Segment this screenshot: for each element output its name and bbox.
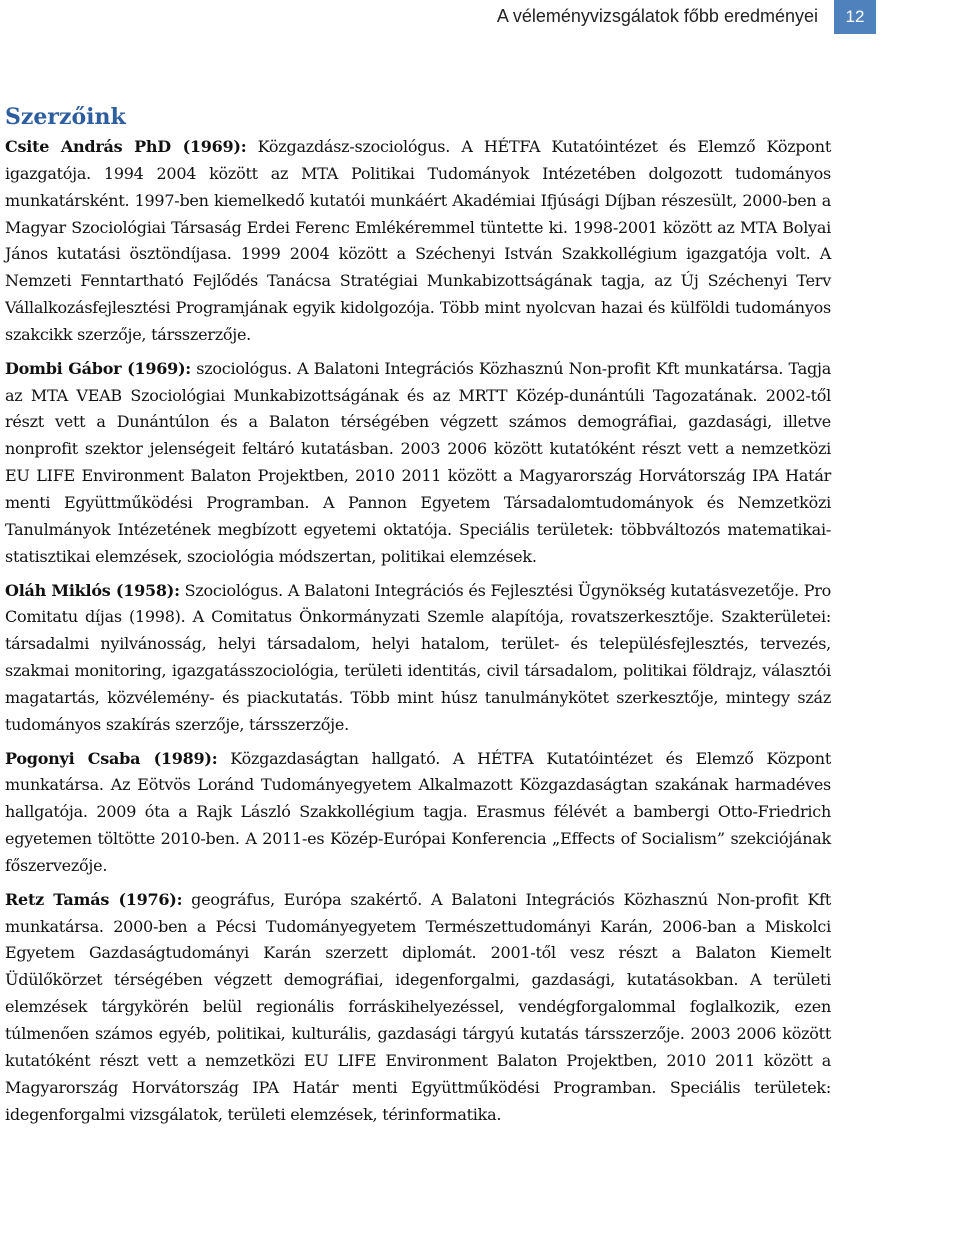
author-bio-text: Szociológus. A Balatoni Integrációs és Fejlesztési Ügynökség kutatásvezetője. Pro Comitatu díjas (1998). A Comitatus Önkormányzati Szemle alapítója, rovatszerkesztője. Szakterületei: társadalmi nyilvánosság, helyi társadalom, helyi hatalom, terület- és településfejlesztés, tervezés, szakmai monitoring, igazgatásszociológia, területi identitás, civil társadalom, politikai földrajz, választói magatartás, közvélemény- és piackutatás. Több mint húsz tanulmánykötet szerkesztője, mintegy száz tudományos szakírás szerzője, társszerzője. [5, 580, 831, 734]
author-bio-dombi [5, 356, 831, 571]
author-bio-retz [5, 887, 831, 1129]
running-header-title: A véleményvizsgálatok főbb eredményei [496, 6, 818, 26]
section-title: Szerzőink [5, 104, 126, 130]
author-bio-text: Közgazdaságtan hallgató. A HÉTFA Kutatóintézet és Elemző Központ munkatársa. Az Eötvös Loránd Tudományegyetem Alkalmazott Közgazdaságtan szakának harmadéves hallgatója. 2009 óta a Rajk László Szakkollégium tagja. Erasmus félévét a bambergi Otto-Friedrich egyetemen töltötte 2010-ben. A 2011-es Közép-Európai Konferencia „Effects of Socialism” szekciójának főszervezője. [5, 748, 831, 875]
author-name: Dombi Gábor (1969): [5, 358, 191, 378]
author-name: Retz Tamás (1976): [5, 889, 183, 909]
author-name: Csite András PhD (1969): [5, 137, 247, 156]
author-bio-text: Közgazdász-szociológus. A HÉTFA Kutatóintézet és Elemző Központ igazgatója. 1994 2004 között az MTA Politikai Tudományok Intézetében dolgozott tudományos munkatársként. 1997-ben kiemelkedő kutatói munkáért Akadémiai Ifjúsági Díjban részesült, 2000-ben a Magyar Szociológiai Társaság Erdei Ferenc Emlékéremmel tüntette ki. 1998-2001 között az MTA Bolyai János kutatási ösztöndíjasa. 1999 2004 között a Széchenyi István Szakkollégium igazgatója volt. A Nemzeti Fenntartható Fejlődés Tanácsa Stratégiai Munkabizottságának tagja, az Új Széchenyi Terv Vállalkozásfejlesztési Programjának egyik kidolgozója. Több mint nyolcvan hazai és külföldi tudományos szakcikk szerzője, társszerzője. [5, 137, 832, 344]
author-bio-text: szociológus. A Balatoni Integrációs Közhasznú Non-profit Kft munkatársa. Tagja az MTA VEAB Szociológiai Munkabizottságának és az MRTT Közép-dunántúli Tagozatának. 2002-től részt vett a Dunántúlon és a Balaton térségében végzett számos demográfiai, gazdasági, illetve nonprofit szektor jelenségeit feltáró kutatásban. 2003 2006 között kutatóként részt vett a nemzetközi EU LIFE Environment Balaton Projektben, 2010 2011 között a Magyarország Horvátország IPA Határ menti Együttműködési Programban. A Pannon Egyetem Társadalomtudományok és Nemzetközi Tanulmányok Intézetének megbízott egyetemi oktatója. Speciális területek: többváltozós matematikai-statisztikai elemzések, szociológia módszertan, politikai elemzések. [5, 358, 832, 566]
running-header [0, 0, 960, 34]
author-bio-csite [5, 134, 831, 349]
author-name: Pogonyi Csaba (1989): [5, 748, 218, 768]
author-bio-olah [5, 578, 831, 739]
author-bio-pogonyi [5, 746, 831, 880]
page-number-badge: 12 [834, 0, 876, 34]
page-content [5, 100, 831, 1128]
author-bio-text: geográfus, Európa szakértő. A Balatoni Integrációs Közhasznú Non-profit Kft munkatársa. 2000-ben a Pécsi Tudományegyetem Természettudományi Karán, 2006-ban a Miskolci Egyetem Gazdaságtudományi Karán szerzett diplomát. 2001-től vesz részt a Balaton Kiemelt Üdülőkörzet térségében végzett demográfiai, idegenforgalmi, gazdasági, kutatásokban. A területi elemzések tárgykörén belül regionális forráskihelyezéssel, vendégforgalommal foglalkozik, ezen túlmenően számos egyéb, politikai, kulturális, gazdasági tárgyú kutatás társszerzője. 2003 2006 között kutatóként részt vett a nemzetközi EU LIFE Environment Balaton Projektben, 2010 2011 között a Magyarország Horvátország IPA Határ menti Együttműködési Programban. Speciális területek: idegenforgalmi vizsgálatok, területi elemzések, térinformatika. [5, 889, 831, 1124]
author-name: Oláh Miklós (1958): [5, 580, 180, 600]
